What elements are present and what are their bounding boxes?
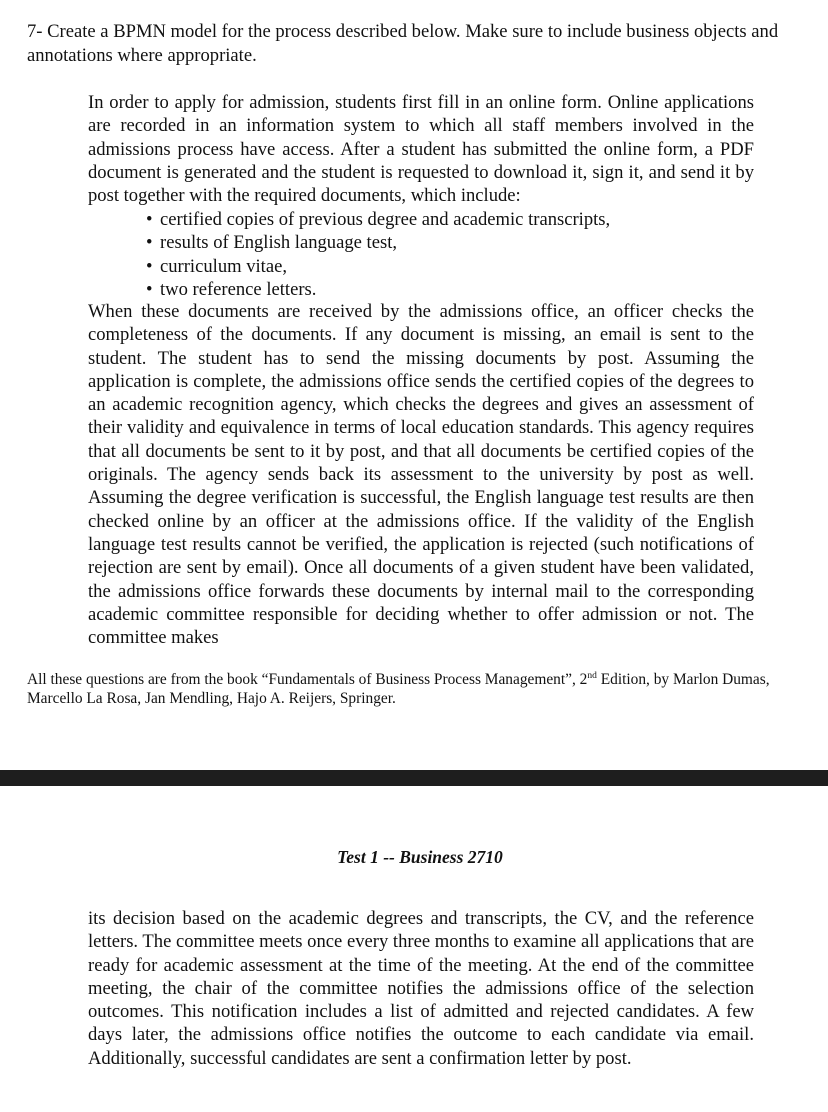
footnote-text-before: All these questions are from the book “Fundamentals of Business Process Management”, 2 xyxy=(27,671,588,688)
list-item-text: curriculum vitae, xyxy=(160,255,288,277)
passage-paragraph-2: When these documents are received by the admissions office, an officer checks the completeness of the documents. If any document is missing, an email is sent to the student. The student has to send the missing documents by post. Assuming the application is complete, the admissions office sends the certified copies of the degrees to an academic recognition agency, which checks the degrees and gives an assessment of their validity and equivalence in terms of local education standards. This agency requires that all documents be sent to it by post, and that all documents be certified copies of the originals. The agency sends back its assessment to the university by post as well. Assuming the degree verification is successful, the English language test results are then checked online by an officer at the admissions office. If the validity of the English language test results cannot be verified, the application is rejected (such notifications of rejection are sent by email). Once all documents of a given student have been validated, the admissions office forwards these documents by internal mail to the corresponding academic committee responsible for deciding whether to offer admission or not. The committee makes xyxy=(88,301,754,649)
list-item-text: results of English language test, xyxy=(160,232,398,254)
page-header-title: Test 1 -- Business 2710 xyxy=(337,847,503,867)
page-separator xyxy=(0,770,828,786)
list-item xyxy=(146,278,610,301)
list-item xyxy=(146,231,610,254)
bullet-icon: • xyxy=(146,255,153,277)
list-item xyxy=(146,208,610,231)
page-2 xyxy=(0,786,828,1112)
footnote-text-after: Edition, by Marlon Dumas, Marcello La Rosa, Jan Mendling, Hajo A. Reijers, Springer. xyxy=(27,671,770,707)
required-documents-list xyxy=(146,208,610,301)
passage-paragraph-1: In order to apply for admission, students first fill in an online form. Online applications are recorded in an information system to which all staff members involved in the admissions process have access. After a student has submitted the online form, a PDF document is generated and the student is requested to download it, sign it, and send it by post together with the required documents, which include: xyxy=(88,92,754,207)
passage-paragraph-3: its decision based on the academic degrees and transcripts, the CV, and the reference letters. The committee meets once every three months to examine all applications that are ready for academic assessment at the time of the meeting. At the end of the committee meeting, the chair of the committee notifies the admissions office of the selection outcomes. This notification includes a list of admitted and rejected candidates. A few days later, the admissions office notifies the outcome to each candidate via email. Additionally, successful candidates are sent a confirmation letter by post. xyxy=(88,908,754,1069)
footnote xyxy=(27,670,819,708)
list-item xyxy=(146,255,610,278)
bullet-icon: • xyxy=(146,232,153,254)
list-item-text: two reference letters. xyxy=(160,278,317,300)
bullet-icon: • xyxy=(146,278,153,300)
bullet-icon: • xyxy=(146,209,153,230)
footnote-superscript: nd xyxy=(587,670,597,681)
question-text: 7- Create a BPMN model for the process described below. Make sure to include business objects and annotations where appropriate. xyxy=(27,21,779,66)
list-item-text: certified copies of previous degree and academic transcripts, xyxy=(160,209,611,230)
